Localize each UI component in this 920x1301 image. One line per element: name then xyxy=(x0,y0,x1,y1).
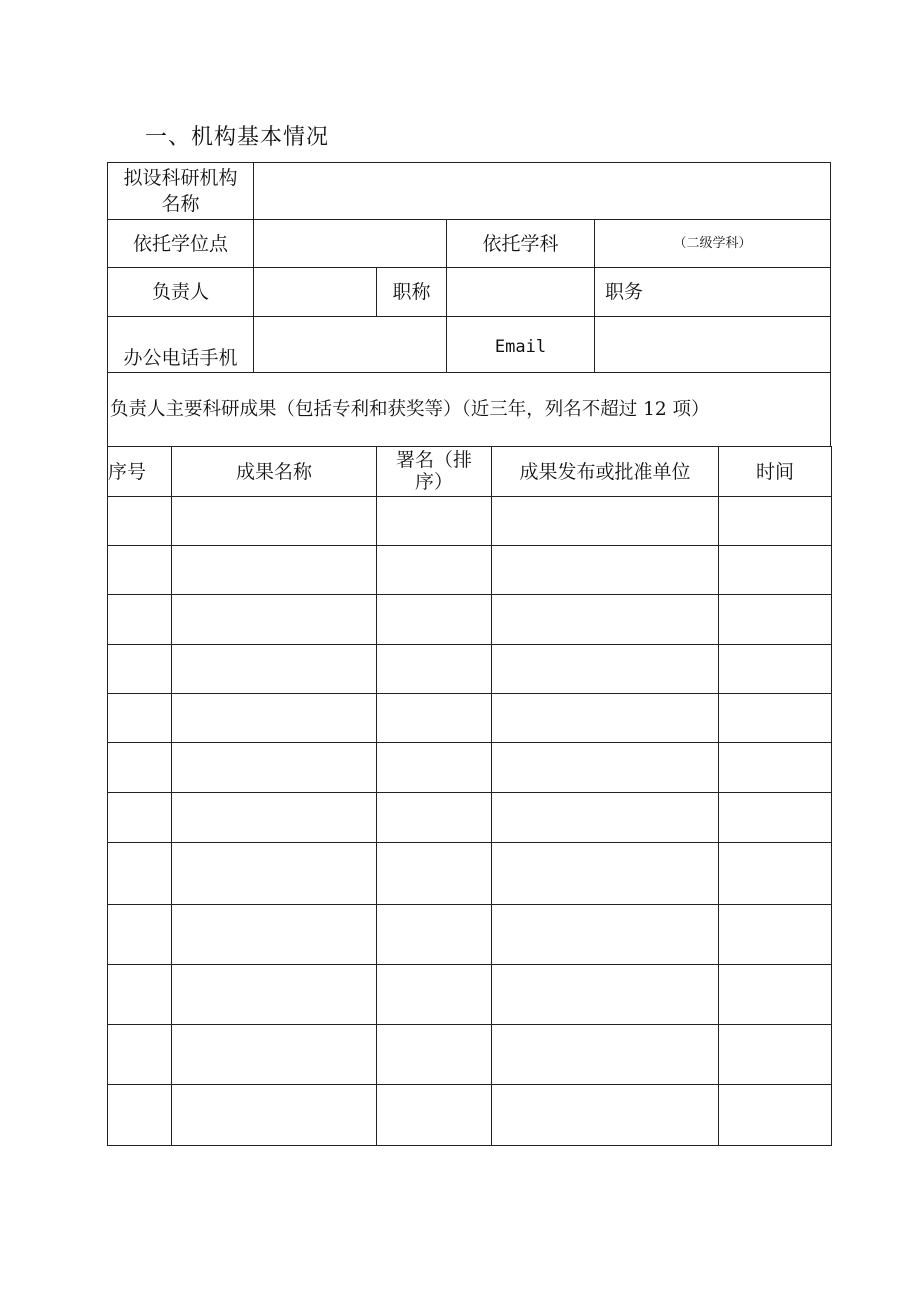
degree-point-label: 依托学位点 xyxy=(107,219,254,268)
table-cell-publisher[interactable] xyxy=(491,644,719,694)
table-cell-date[interactable] xyxy=(718,742,832,793)
table-cell-date[interactable] xyxy=(718,496,832,546)
institution-name-field[interactable] xyxy=(253,162,831,220)
table-cell-publisher[interactable] xyxy=(491,594,719,645)
achievements-heading: 负责人主要科研成果（包括专利和获奖等）（近三年，列名不超过 12 项） xyxy=(107,372,831,447)
table-cell-authorship[interactable] xyxy=(376,904,492,965)
table-cell-authorship[interactable] xyxy=(376,742,492,793)
table-cell-publisher[interactable] xyxy=(491,964,719,1025)
table-cell-authorship[interactable] xyxy=(376,792,492,843)
column-header-authorship xyxy=(376,446,492,497)
section-title: 一、机构基本情况 xyxy=(145,125,330,150)
table-cell-authorship[interactable] xyxy=(376,964,492,1025)
table-cell-date[interactable] xyxy=(718,644,832,694)
table-cell-no[interactable] xyxy=(107,904,172,965)
table-cell-no[interactable] xyxy=(107,842,172,905)
degree-point-field[interactable] xyxy=(253,219,447,268)
table-cell-publisher[interactable] xyxy=(491,693,719,743)
table-cell-publisher[interactable] xyxy=(491,792,719,843)
table-cell-no[interactable] xyxy=(107,693,172,743)
phone-field[interactable] xyxy=(253,316,447,373)
table-cell-title[interactable] xyxy=(171,496,377,546)
table-cell-date[interactable] xyxy=(718,1024,832,1085)
title-label: 职称 xyxy=(376,267,447,317)
table-cell-date[interactable] xyxy=(718,904,832,965)
table-cell-authorship[interactable] xyxy=(376,545,492,595)
table-cell-authorship[interactable] xyxy=(376,496,492,546)
table-cell-no[interactable] xyxy=(107,496,172,546)
table-cell-publisher[interactable] xyxy=(491,1084,719,1146)
table-cell-no[interactable] xyxy=(107,1024,172,1085)
table-cell-publisher[interactable] xyxy=(491,1024,719,1085)
table-cell-no[interactable] xyxy=(107,594,172,645)
leader-label: 负责人 xyxy=(107,267,254,317)
table-cell-date[interactable] xyxy=(718,545,832,595)
table-cell-title[interactable] xyxy=(171,792,377,843)
table-cell-publisher[interactable] xyxy=(491,742,719,793)
table-cell-publisher[interactable] xyxy=(491,842,719,905)
institution-name-label: 拟设科研机构名称 xyxy=(107,162,254,220)
email-label: Email xyxy=(446,316,595,373)
column-header-publisher xyxy=(491,446,719,497)
table-cell-date[interactable] xyxy=(718,594,832,645)
table-cell-authorship[interactable] xyxy=(376,1024,492,1085)
discipline-hint: （二级学科） xyxy=(673,235,752,251)
table-cell-title[interactable] xyxy=(171,964,377,1025)
discipline-label: 依托学科 xyxy=(446,219,595,268)
table-cell-publisher[interactable] xyxy=(491,496,719,546)
table-cell-title[interactable] xyxy=(171,545,377,595)
table-cell-authorship[interactable] xyxy=(376,1084,492,1146)
table-cell-title[interactable] xyxy=(171,742,377,793)
table-cell-title[interactable] xyxy=(171,693,377,743)
table-cell-authorship[interactable] xyxy=(376,842,492,905)
table-cell-title[interactable] xyxy=(171,644,377,694)
table-cell-publisher[interactable] xyxy=(491,904,719,965)
table-cell-date[interactable] xyxy=(718,964,832,1025)
table-cell-no[interactable] xyxy=(107,545,172,595)
table-cell-authorship[interactable] xyxy=(376,644,492,694)
phone-label: 办公电话手机 xyxy=(107,316,254,373)
email-field[interactable] xyxy=(594,316,831,373)
column-header-title xyxy=(171,446,377,497)
column-header-label: 成果发布或批准单位 xyxy=(519,460,691,483)
table-cell-publisher[interactable] xyxy=(491,545,719,595)
leader-field[interactable] xyxy=(253,267,377,317)
table-cell-date[interactable] xyxy=(718,842,832,905)
table-cell-date[interactable] xyxy=(718,792,832,843)
table-cell-date[interactable] xyxy=(718,693,832,743)
table-cell-authorship[interactable] xyxy=(376,693,492,743)
column-header-label: 序号 xyxy=(108,460,147,483)
title-field[interactable] xyxy=(446,267,595,317)
column-header-no xyxy=(107,446,172,497)
table-cell-title[interactable] xyxy=(171,1084,377,1146)
table-cell-no[interactable] xyxy=(107,1084,172,1146)
column-header-label: 署名（排序） xyxy=(395,449,472,493)
column-header-date xyxy=(718,446,832,497)
table-cell-authorship[interactable] xyxy=(376,594,492,645)
table-cell-title[interactable] xyxy=(171,904,377,965)
discipline-field[interactable] xyxy=(594,219,831,268)
table-cell-no[interactable] xyxy=(107,644,172,694)
table-cell-no[interactable] xyxy=(107,964,172,1025)
position-label: 职务 xyxy=(594,267,831,317)
table-cell-title[interactable] xyxy=(171,1024,377,1085)
table-cell-no[interactable] xyxy=(107,792,172,843)
column-header-label: 时间 xyxy=(755,460,794,483)
table-cell-title[interactable] xyxy=(171,594,377,645)
table-cell-date[interactable] xyxy=(718,1084,832,1146)
table-cell-title[interactable] xyxy=(171,842,377,905)
table-cell-no[interactable] xyxy=(107,742,172,793)
column-header-label: 成果名称 xyxy=(235,460,312,483)
